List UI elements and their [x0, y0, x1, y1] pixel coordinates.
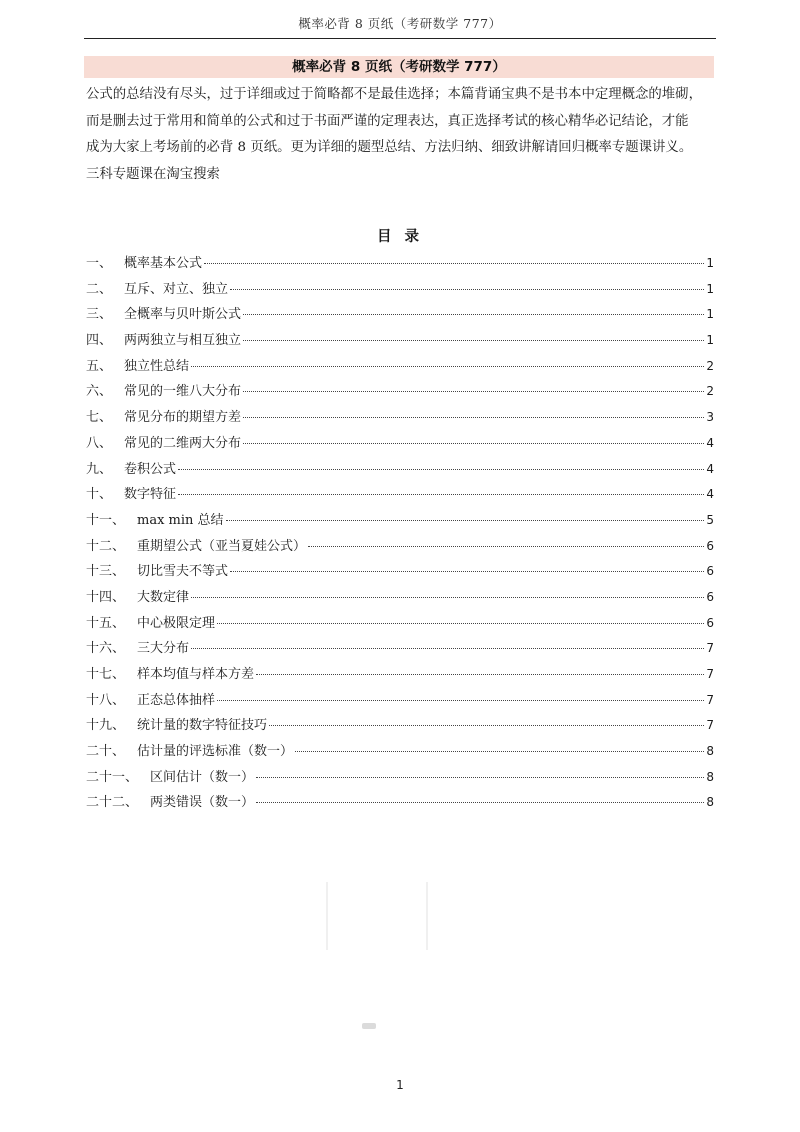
toc-dot-leader — [243, 443, 704, 444]
toc-entry-page: 2 — [706, 358, 714, 373]
toc-dot-leader — [256, 802, 704, 803]
toc-entry[interactable] — [86, 586, 714, 612]
toc-entry-title: 样本均值与样本方差 — [137, 667, 255, 682]
toc-entry-number: 八、 — [86, 435, 113, 451]
toc-entry-page: 3 — [706, 410, 714, 425]
toc-entry-title: 统计量的数字特征技巧 — [137, 718, 268, 734]
toc-entry-number: 十九、 — [86, 718, 126, 734]
toc-dot-leader — [308, 546, 704, 547]
toc-dot-leader — [191, 597, 704, 598]
toc-entry[interactable] — [86, 791, 714, 817]
toc-entry-title: 常见的二维两大分布 — [124, 435, 242, 451]
toc-dot-leader — [269, 725, 704, 726]
toc-entry[interactable] — [86, 432, 714, 458]
toc-entry-title: 估计量的评选标准（数一） — [137, 744, 294, 760]
toc-entry-number: 十二、 — [86, 538, 126, 554]
toc-entry[interactable] — [86, 509, 714, 535]
toc-entry-title: max min 总结 — [137, 512, 224, 528]
toc-entry[interactable] — [86, 560, 714, 586]
toc-entry-title: 互斥、对立、独立 — [124, 281, 229, 297]
toc-entry[interactable] — [86, 252, 714, 278]
toc-entry-title: 卷积公式 — [124, 461, 177, 477]
toc-entry-title: 常见的一维八大分布 — [124, 384, 242, 400]
toc-dot-leader — [243, 314, 704, 315]
toc-entry-title: 三大分布 — [137, 641, 190, 657]
toc-entry[interactable] — [86, 406, 714, 432]
toc-entry-title: 中心极限定理 — [137, 615, 216, 631]
toc-entry-title: 切比雪夫不等式 — [137, 564, 229, 580]
toc-entry-number: 十六、 — [86, 641, 126, 657]
toc-dot-leader — [256, 674, 704, 675]
toc-entry-page: 1 — [706, 307, 714, 322]
toc-entry[interactable] — [86, 663, 714, 689]
toc-entry-page: 7 — [706, 718, 714, 733]
toc-entry-title: 两两独立与相互独立 — [124, 333, 242, 349]
intro-line: 而是删去过于常用和简单的公式和过于书面严谨的定理表达，真正选择考试的核心精华必记结论，才能 — [86, 113, 689, 129]
toc-entry-title: 重期望公式（亚当夏娃公式） — [137, 538, 307, 554]
toc-dot-leader — [191, 366, 704, 367]
toc-entry[interactable] — [86, 483, 714, 509]
toc-dot-leader — [191, 648, 704, 649]
toc-entry-number: 二十二、 — [86, 795, 139, 811]
running-header: 概率必背 8 页纸（考研数学 777） — [298, 16, 502, 31]
toc-entry-page: 6 — [706, 538, 714, 553]
toc-entry[interactable] — [86, 303, 714, 329]
toc-entry-number: 九、 — [86, 461, 113, 477]
toc-entry-number: 五、 — [86, 358, 113, 374]
toc-entry-number: 十七、 — [86, 667, 126, 682]
toc-entry-title: 概率基本公式 — [124, 256, 203, 271]
toc-entry-title: 独立性总结 — [124, 358, 190, 374]
toc-entry-page: 1 — [706, 333, 714, 348]
toc-entry-number: 一、 — [86, 256, 113, 271]
toc-entry[interactable] — [86, 458, 714, 484]
toc-entry-title: 两类错误（数一） — [150, 795, 255, 811]
intro-paragraph — [86, 82, 714, 188]
toc-dot-leader — [178, 494, 704, 495]
toc-dot-leader — [295, 751, 704, 752]
page-number: 1 — [396, 1078, 404, 1092]
toc-heading: 目 录 — [376, 228, 424, 245]
toc-dot-leader — [243, 391, 704, 392]
toc-entry-page: 8 — [706, 744, 714, 759]
toc-entry-number: 十四、 — [86, 589, 126, 605]
intro-line: 成为大家上考场前的必背 8 页纸。更为详细的题型总结、方法归纳、细致讲解请回归概率专题课讲义。 — [86, 140, 693, 155]
header-rule — [84, 38, 716, 39]
toc-entry-number: 十五、 — [86, 615, 126, 631]
toc-entry[interactable] — [86, 355, 714, 381]
toc-entry-number: 七、 — [86, 410, 113, 426]
toc-entry-number: 十八、 — [86, 692, 126, 708]
toc-entry[interactable] — [86, 766, 714, 792]
toc-entry-page: 6 — [706, 564, 714, 579]
toc-entry[interactable] — [86, 714, 714, 740]
toc-entry-title: 正态总体抽样 — [137, 692, 216, 708]
toc-dot-leader — [217, 623, 704, 624]
toc-entry-page: 6 — [706, 615, 714, 630]
toc-entry[interactable] — [86, 689, 714, 715]
toc-entry-page: 1 — [706, 256, 714, 270]
toc-entry-number: 二十、 — [86, 744, 126, 760]
toc-entry-number: 十一、 — [86, 512, 126, 528]
toc-entry-number: 四、 — [86, 333, 113, 349]
toc-entry-page: 1 — [706, 281, 714, 296]
toc-entry-page: 4 — [706, 461, 714, 476]
toc-entry-title: 大数定律 — [137, 589, 190, 605]
document-title: 概率必背 8 页纸（考研数学 777） — [84, 56, 714, 78]
toc-entry-page: 7 — [706, 667, 714, 681]
toc-entry-page: 7 — [706, 692, 714, 707]
toc-entry-number: 二、 — [86, 281, 113, 297]
toc-dot-leader — [243, 340, 704, 341]
toc-entry-title: 常见分布的期望方差 — [124, 410, 242, 426]
toc-dot-leader — [243, 417, 704, 418]
intro-line: 公式的总结没有尽头，过于详细或过于简略都不是最佳选择；本篇背诵宝典不是书本中定理概念的堆砌， — [86, 87, 702, 102]
toc-dot-leader — [204, 263, 704, 264]
toc-entry-number: 六、 — [86, 384, 113, 400]
toc-dot-leader — [178, 469, 704, 470]
toc-entry-title: 区间估计（数一） — [150, 769, 255, 785]
table-of-contents — [86, 252, 714, 817]
toc-dot-leader — [217, 700, 704, 701]
toc-entry-page: 8 — [706, 795, 714, 810]
toc-entry-number: 三、 — [86, 307, 113, 323]
toc-entry-page: 7 — [706, 641, 714, 656]
toc-entry-page: 2 — [706, 384, 714, 399]
toc-entry-title: 全概率与贝叶斯公式 — [124, 307, 242, 323]
toc-entry[interactable] — [86, 637, 714, 663]
toc-entry-number: 十、 — [86, 487, 113, 503]
scan-smudge — [362, 1022, 376, 1030]
toc-entry-page: 5 — [706, 512, 714, 527]
toc-dot-leader — [256, 777, 704, 778]
scan-artifact — [322, 880, 432, 952]
toc-dot-leader — [226, 520, 705, 521]
toc-entry-page: 4 — [706, 435, 714, 450]
toc-dot-leader — [230, 571, 704, 572]
toc-entry[interactable] — [86, 612, 714, 638]
toc-dot-leader — [230, 289, 704, 290]
toc-entry-number: 二十一、 — [86, 769, 139, 785]
toc-entry-page: 8 — [706, 769, 714, 784]
toc-entry[interactable] — [86, 278, 714, 304]
toc-entry-number: 十三、 — [86, 564, 126, 580]
toc-entry[interactable] — [86, 535, 714, 561]
toc-entry[interactable] — [86, 740, 714, 766]
toc-entry[interactable] — [86, 329, 714, 355]
toc-entry-title: 数字特征 — [124, 487, 177, 503]
toc-entry[interactable] — [86, 380, 714, 406]
toc-entry-page: 6 — [706, 589, 714, 604]
toc-entry-page: 4 — [706, 487, 714, 502]
intro-line: 三科专题课在淘宝搜索 — [86, 166, 220, 182]
